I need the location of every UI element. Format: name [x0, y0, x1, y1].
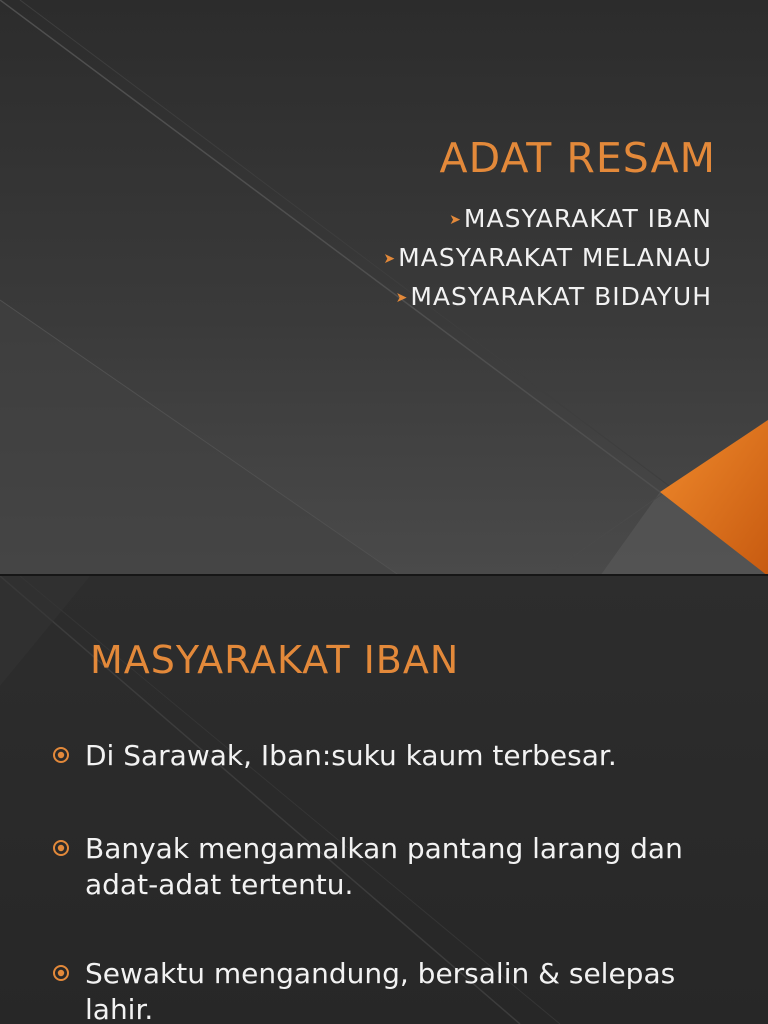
subtitle-item-label: MASYARAKAT IBAN: [463, 204, 712, 233]
content-slide: [0, 576, 768, 1024]
subtitle-item-label: MASYARAKAT BIDAYUH: [410, 282, 712, 311]
orange-circle-dot-icon: [52, 964, 70, 982]
orange-arrow-icon: ➤: [449, 212, 462, 228]
slide-title: ADAT RESAM: [439, 134, 716, 182]
orange-circle-dot-icon: [52, 839, 70, 857]
subtitle-item: [383, 278, 712, 317]
orange-circle-dot-icon: [52, 746, 70, 764]
slide-title: MASYARAKAT IBAN: [90, 638, 460, 682]
bullet-text: Banyak mengamalkan pantang larang dan adat-adat tertentu.: [85, 832, 683, 901]
bullet-text: Di Sarawak, Iban:suku kaum terbesar.: [85, 739, 617, 772]
subtitle-list: [383, 200, 712, 317]
subtitle-item: [383, 200, 712, 239]
bullet-item: [50, 738, 730, 774]
orange-arrow-icon: ➤: [395, 290, 409, 306]
orange-arrow-icon: ➤: [383, 251, 397, 267]
bullet-list: [50, 738, 730, 1024]
subtitle-item: [383, 239, 712, 278]
subtitle-item-label: MASYARAKAT MELANAU: [398, 243, 712, 272]
bullet-text: Sewaktu mengandung, bersalin & selepas lahir.: [85, 957, 676, 1024]
bullet-item: [50, 831, 730, 903]
bullet-item: [50, 956, 730, 1024]
